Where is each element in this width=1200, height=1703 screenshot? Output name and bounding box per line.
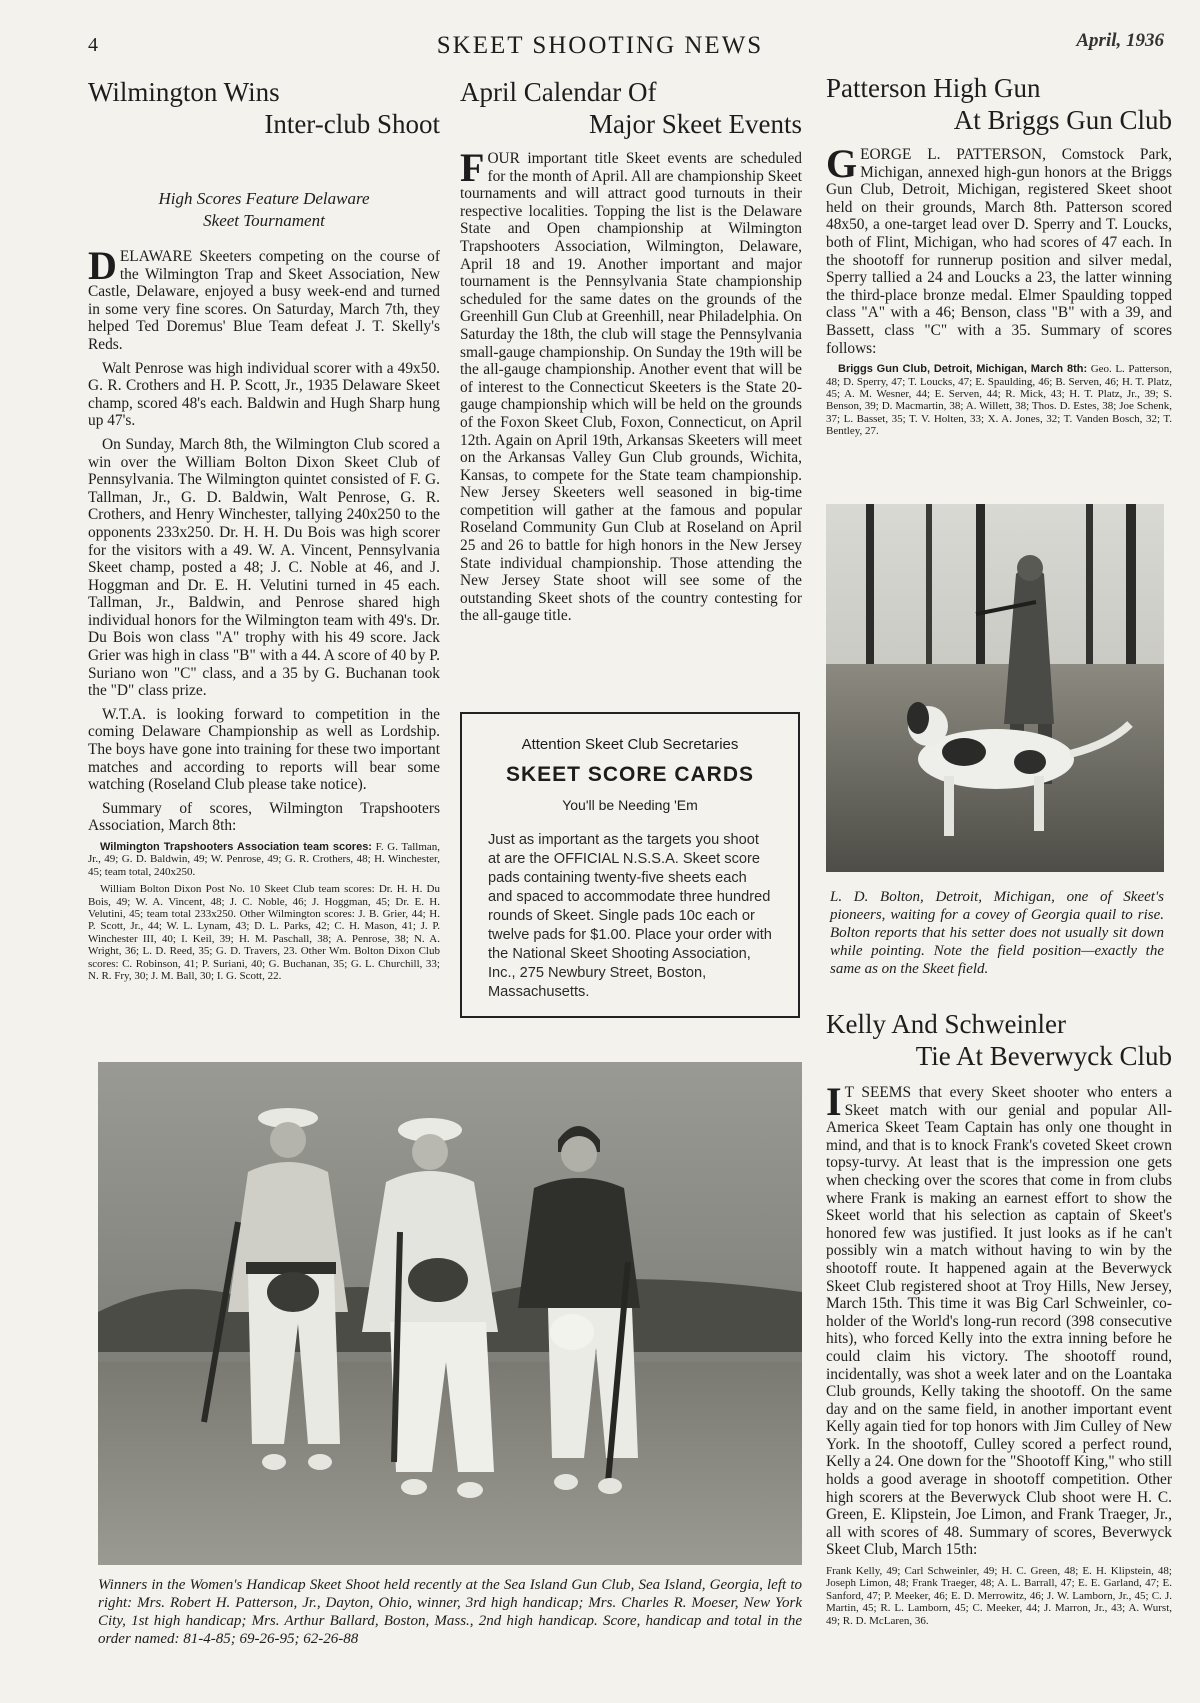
drop-cap: D — [88, 243, 117, 288]
article-kelly — [826, 1008, 1172, 1632]
score-summary: Wilmington Trapshooters Association team scores: F. G. Tallman, Jr., 49; G. D. Baldwin, 49; W. Penrose, 49; G. R. Crothers, 48; H. Winchester, 45; team total, 240x250. — [88, 841, 441, 878]
drop-cap: F — [460, 145, 485, 190]
photo-bolton-setter-image — [826, 504, 1164, 872]
bolton-caption: L. D. Bolton, Detroit, Michigan, one of Skeet's pioneers, waiting for a covey of Georgia quail to rise. Bolton reports that his setter does not usually sit down while pointing. Note the field position—exactly the same as on the Skeet field. — [830, 889, 1164, 977]
masthead: SKEET SHOOTING NEWS — [436, 32, 764, 59]
article-wilmington — [88, 76, 440, 987]
subhead-line2: Skeet Tournament — [203, 211, 325, 230]
score-cards-ad — [460, 712, 800, 1018]
issue-date: April, 1936 — [1076, 30, 1164, 51]
ad-line1: Attention Skeet Club Secretaries — [521, 736, 739, 753]
paragraph: GEORGE L. PATTERSON, Comstock Park, Michigan, annexed high-gun honors at the Briggs Gun Club, Detroit, Michigan, registered Skeet shoot held on their grounds, March 8th. Patterson scored 48x50, a one-target lead over D. Sperry and T. Loucks, both of Flint, Michigan, who had scores of 47 each. In the shootoff for runnerup position and silver medal, Sperry tallied a 24 and Loucks a 23, the latter winning the third-place bronze medal. Elmer Spaulding topped class "A" with a 46; Benson, class "B" with a 39, and Bassett, class "C" with a 35. Summary of scores follows: — [826, 141, 1172, 357]
score-summary: Frank Kelly, 49; Carl Schweinler, 49; H. C. Green, 48; E. H. Klipstein, 48; Joseph Limon, 48; Frank Traeger, 48; A. L. Barrall, 47; E. E. Garland, 47; E. Sanford, 47; P. Meeker, 46; E. D. Merrowitz, 46; J. W. Lamborn, Jr., 45; C. J. Martin, 45; R. L. Lamborn, 45; C. Meeker, 44; J. Marron, Jr., 43; A. Wurst, 49; R. D. McLaren, 36. — [826, 1565, 1172, 1627]
score-summary: William Bolton Dixon Post No. 10 Skeet Club team scores: Dr. H. H. Du Bois, 49; W. A. Vincent, 48; J. C. Noble, 46; J. Hoggman, 45; Dr. E. H. Velutini, 45; team total 233x250. Other Wilmington scores: J. B. Grier, 44; H. P. Scott, Jr., 44; W. L. Lynam, 43; D. L. Parks, 42; C. H. Mason, 41; J. P. Winchester III, 40; I. Keil, 39; H. M. Paschall, 38; A. Penrose, 38; N. A. Wright, 36; L. D. Reed, 35; G. D. Travers, 23. Other Wm. Bolton Dixon Club scores: C. Robinson, 41; P. Suriani, 40; G. Buchanan, 35; G. L. Churchill, 33; N. R. Fry, 30; J. M. Ball, 30; I. G. Scott, 22. — [88, 883, 440, 983]
page-number: 4 — [88, 34, 98, 56]
headline-wilmington: Wilmington Wins Inter-club Shoot — [88, 77, 440, 139]
subhead-line1: High Scores Feature Delaware — [158, 189, 370, 208]
paragraph: I T SEEMS that every Skeet shooter who enters a Skeet match with our genial and popular All-America Skeet Team Captain has only one thought in mind, and that is to knock Frank's coveted Skeet crown topsy-turvy. At least that is the impression one gets when checking over the scores that come in from clubs where Frank is making an earnest effort to show the Skeet world that his selection as captain of Skeet's honored few was justified. It just looks as if he can't possibly win a match without having to win by the shootoff route. It happened again at the Beverwyck Skeet Club registered shoot at Troy Hills, New Jersey, March 15th. This time it was Big Carl Schweinler, co-holder of the World's long-run record (398 consecutive hits), who forced Kelly into the extra inning before he could claim his victory. The shootoff round, incidentally, was shot a week later and on the Loantaka Club grounds, Kelly taking the shootoff. On the same day and on the same field, in another important event Kelly again tied for top honors with Jim Culley of New York. In the shootoff, Culley scored a perfect round, Kelly a 24. One down for the "Shootoff King," who still holds a good average in shootoff competition. Other high scorers at the Beverwyck Club shoot were H. C. Green, E. Klipstein, Joe Limon, and Frank Traeger, Jr., all with scores of 48. Summary of scores, Beverwyck Skeet Club, March 15th: — [826, 1079, 1172, 1559]
paragraph: W.T.A. is looking forward to competition in the coming Delaware Championship as well as Lordship. The boys have gone into training for these two important matches and according to reports will bear some watching (Roseland Club please take notice). — [88, 705, 440, 794]
photo-bolton-setter — [826, 504, 1164, 872]
womens-photo-caption: Winners in the Women's Handicap Skeet Shoot held recently at the Sea Island Gun Club, Sea Island, Georgia, left to right: Mrs. Robert H. Patterson, Jr., Dayton, Ohio, winner, 3rd high handicap; Mrs. Charles R. Moeser, New York City, 1st high handicap; Mrs. Arthur Ballard, Boston, Mass., 2nd high handicap. Score, handicap and total in the order named: 81-4-85; 69-26-95; 62-26-88 — [98, 1577, 802, 1647]
headline-april-calendar: April Calendar Of Major Skeet Events — [460, 77, 802, 139]
drop-cap: I — [826, 1079, 842, 1124]
ad-body: Just as important as the targets you shoot at are the OFFICIAL N.S.S.A. Skeet score pads containing twenty-five sheets each and spaced to accommodate three hundred rounds of Skeet. Single pads 10c each or twelve pads for $1.00. Place your order with the National Skeet Shooting Association, Inc., 275 Newbury Street, Boston, Massachusetts. — [488, 832, 772, 1000]
photo-womens-handicap-image — [98, 1062, 802, 1565]
paragraph: Walt Penrose was high individual scorer with a 49x50. G. R. Crothers and H. P. Scott, Jr., 1935 Delaware Skeet champ, scored 48's each. Baldwin and Hugh Sharp hung up 47's. — [88, 359, 440, 430]
headline-kelly: Kelly And Schweinler Tie At Beverwyck Club — [826, 1009, 1172, 1071]
drop-cap: G — [826, 141, 858, 186]
score-summary: Briggs Gun Club, Detroit, Michigan, March 8th: Geo. L. Patterson, 48; D. Sperry, 47; T. Loucks, 47; E. Spaulding, 46; B. Serven, 46; H. T. Platz, 45; A. M. Wesner, 44; E. Serven, 44; R. Mick, 43; H. T. Platz, Jr., 39; S. Benson, 39; D. Macmartin, 38; A. Willett, 38; Thos. D. Estes, 38; Joe Schenk, 37; L. Basset, 35; T. V. Holten, 33; X. A. Jones, 32; T. Vanden Bosch, 32; T. Bentley, 27. — [826, 363, 1173, 438]
headline-patterson: Patterson High Gun At Briggs Gun Club — [826, 73, 1172, 135]
paragraph: On Sunday, March 8th, the Wilmington Club scored a win over the William Bolton Dixon Skeet Club of Pennsylvania. The Wilmington quintet consisted of F. G. Tallman, Jr., G. D. Baldwin, Walt Penrose, G. R. Crothers, and Henry Winchester, tallying 240x250 to the opponents 233x250. Dr. H. H. Du Bois was high scorer for the visitors with a 49. W. A. Vincent, Pennsylvania Skeet champ, posted a 48; J. C. Noble at 46, and J. Hoggman and Dr. E. H. Velutini turned in 45 each. Tallman, Jr., Baldwin, and Penrose shared high individual honors for the Wilmington team with 49's. Dr. Du Bois won class "A" trophy with his 49 score. Jack Grier was high in class "B" with a 44. A score of 40 by P. Suriano won "C" class, and a 35 by G. Buchanan took the "D" class prize. — [88, 435, 440, 700]
paragraph: FOUR important title Skeet events are scheduled for the month of April. All are championship Skeet tournaments and will attract good turnouts in their respective localities. Topping the list is the Delaware State and Open championship at Wilmington Trapshooters Association, Wilmington, Delaware, April 18 and 19. Another important and major tournament is the Pennsylvania State championship scheduled for the same dates on the grounds of the Greenhill Gun Club at Greenhill, near Philadelphia. On Saturday the 18th, the club will stage the Pennsylvania small-gauge championship. On Sunday the 19th will be the all-gauge championship. Another event that will be of interest to the Connecticut Skeeters is the State 20-gauge championship which will be held on the grounds of the Foxon Skeet Club, Foxon, Connecticut, on April 12th. Again on April 19th, Arkansas Skeeters will meet on the Arkansas Valley Gun Club grounds, Wichita, Kansas, to compete for the State team championship. New Jersey Skeeters well seasoned in big-time competition will gather at the famous and popular Roseland Community Gun Club at Roseland on April 25 and 26 to battle for high honors in the New Jersey State individual championship. Those attending the New Jersey State shoot will see some of the outstanding Skeet shots of the country contesting for the all-gauge title. — [460, 145, 802, 625]
ad-tagline: You'll be Needing 'Em — [562, 797, 698, 813]
photo-womens-handicap-winners — [98, 1062, 802, 1565]
article-patterson — [826, 72, 1172, 443]
ad-title: SKEET SCORE CARDS — [505, 763, 755, 786]
paragraph: DELAWARE Skeeters competing on the course of the Wilmington Trap and Skeet Association, New Castle, Delaware, enjoyed a busy week-end and turned in some very fine scores. On Saturday, March 7th, they helped Ted Doremus' Blue Team defeat J. T. Skelly's Reds. — [88, 243, 440, 353]
paragraph: Summary of scores, Wilmington Trapshooters Association, March 8th: — [88, 799, 440, 835]
article-april-calendar — [460, 76, 802, 631]
